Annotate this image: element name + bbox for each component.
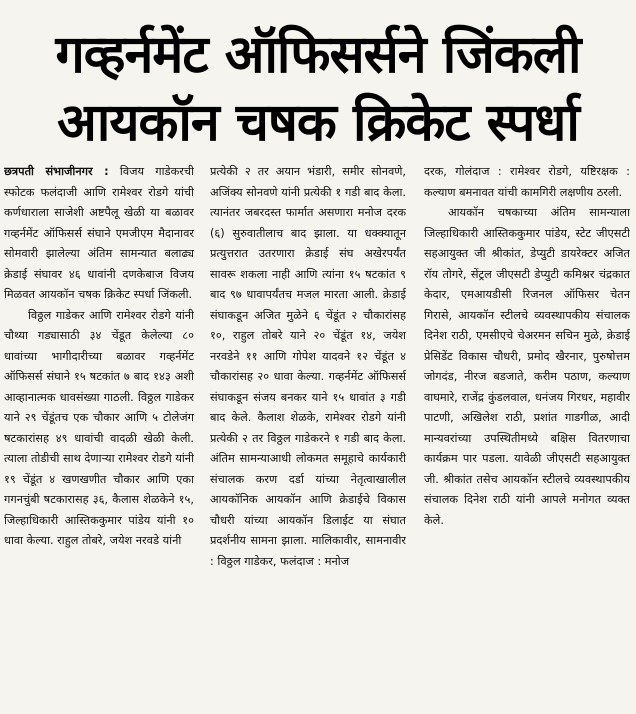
article-column-3 [424, 162, 630, 710]
article-paragraph: दरक, गोलंदाज : रामेश्वर रोडगे, यष्टिरक्षक : कल्याण बमनावत यांची कामगिरी लक्षणीय ठरली. [424, 165, 630, 199]
article-paragraph: आयकॉन चषकाच्या अंतिम सामन्याला जिल्हाधिकारी आस्तिककुमार पांडेय, स्टेट जीएसटी सहआयुक्त जी श्रीकांत, डेप्युटी डायरेक्टर अजित रॉय तोगरे, सेंट्रल जीएसटी डेप्युटी कमिश्नर चंद्रकात केदार, एमआयडीसी रिजनल ऑफिसर चेतन गिरासे, आयकॉन स्टीलचे व्यवस्थापकीय संचालक दिनेश राठी, एमसीएचे चेअरमन सचिन मुळे, क्रेडाई प्रेसिडेंट विकास चौधरी, प्रमोद खैरनार, पुरुषोत्तम जोगदंड, नीरज बडजाते, करीम पठाण, कल्याण वाघमारे, राजेंद्र कुंडलवाल, धनंजय गिरधर, महावीर पाटणी, अखिलेश राठी, प्रशांत गाडगीळ, आदी मान्यवरांच्या उपस्थितीमध्ये बक्षिस वितरणाचा कार्यक्रम पार पडला. यावेळी जीएसटी सहआयुक्त जी. श्रीकांत तसेच आयकॉन स्टीलचे व्यवस्थापकीय संचालक दिनेश राठी यांनी आपले मनोगत व्यक्त केले. [424, 206, 630, 527]
lead-paragraph-text: विजय गाडेकरची स्फोटक फलंदाजी आणि रामेश्वर रोडगे यांची कर्णधाराला साजेशी अष्टपैलू खेळी या बळावर गव्हर्नमेंट ऑफिसर्स संघाने एमजीएम मैदानावर सोमवारी झालेल्या अंतिम सामन्यात बलाढ्य क्रेडाई संघावर ४६ धावांनी दणकेबाज विजय मिळवत आयकॉन चषक क्रिकेट स्पर्धा जिंकली. [4, 165, 194, 301]
article-paragraph: प्रत्येकी २ तर अयान भंडारी, समीर सोनवणे, अजिंक्य सोनवणे यांनी प्रत्येकी १ गडी बाद केला. त्यानंतर जबरदस्त फार्मात असणारा मनोज दरक (६) सुरुवातीलाच बाद झाला. या धक्क्यातून प्रत्युत्तरात उतरणारा क्रेडाई संघ अखेरपर्यंत सावरू शकला नाही आणि त्यांना १५ षटकांत ९ बाद ९७ धावापर्यंतच मजल मारता आली. क्रेडाई संघाकडून अजित मुळेने ६ चेंडूंत २ चौकारांसह १०, राहुल तोबरे याने २० चेंडूंत १४, जयेश नरवडेने ११ आणि गोपेश यादवने १२ चेंडूंत ४ चौकारांसह २० धावा केल्या. गव्हर्नमेंट ऑफिसर्स संघाकडून संजय बनकर याने १५ धावांत ३ गडी बाद केले. कैलाश शेळके, रामेश्वर रोडगे यांनी प्रत्येकी २ तर विठ्ठल गाडेकरने १ गडी बाद केला. अंतिम सामन्याआधी लोकमत समूहाचे कार्यकारी संचालक करण दर्डा यांच्या नेतृत्वाखालील आयकॉनिक आयकॉन आणि क्रेडाईचे विकास चौधरी यांच्या आयकॉन डिलाईट या संघात प्रदर्शनीय सामना झाला. मालिकावीर, सामनावीर : विठ्ठल गाडेकर, फलंदाज : मनोज [210, 165, 406, 568]
article-paragraph: विठ्ठल गाडेकर आणि रामेश्वर रोडगे यांनी चौथ्या गड्यासाठी ३४ चेंडूत केलेल्या ८० धावांच्या भागीदारीच्या बळावर गव्हर्नमेंट ऑफिसर्स संघाने १५ षटकांत ७ बाद १४३ अशी आव्हानात्मक धावसंख्या गाठली. विठ्ठल गाडेकर याने २९ चेंडूंतच एक चौकार आणि ५ टोलेजंग षटकारांसह ४९ धावांची वादळी खेळी केली. त्याला तोडीची साथ देणाऱ्या रामेश्वर रोडगे यांनी १९ चेंडूंत ४ खणखणीत चौकार आणि एका गगनचुंबी षटकारासह ३६, कैलास शेळकेने १५, जिल्हाधिकारी आस्तिककुमार पांडेय यांनी १० धावा केल्या. राहुल तोबरे, जयेश नरवडे यांनी [4, 308, 194, 547]
article-column-1 [4, 162, 194, 710]
dateline: छत्रपती संभाजीनगर : [4, 165, 109, 178]
article-column-2 [210, 162, 406, 710]
headline-line-2: आयकॉन चषक क्रिकेट स्पर्धा [57, 93, 579, 153]
lead-paragraph [4, 162, 194, 306]
headline-line-1: गव्हर्नमेंट ऑफिसर्सने जिंकली [55, 25, 581, 85]
